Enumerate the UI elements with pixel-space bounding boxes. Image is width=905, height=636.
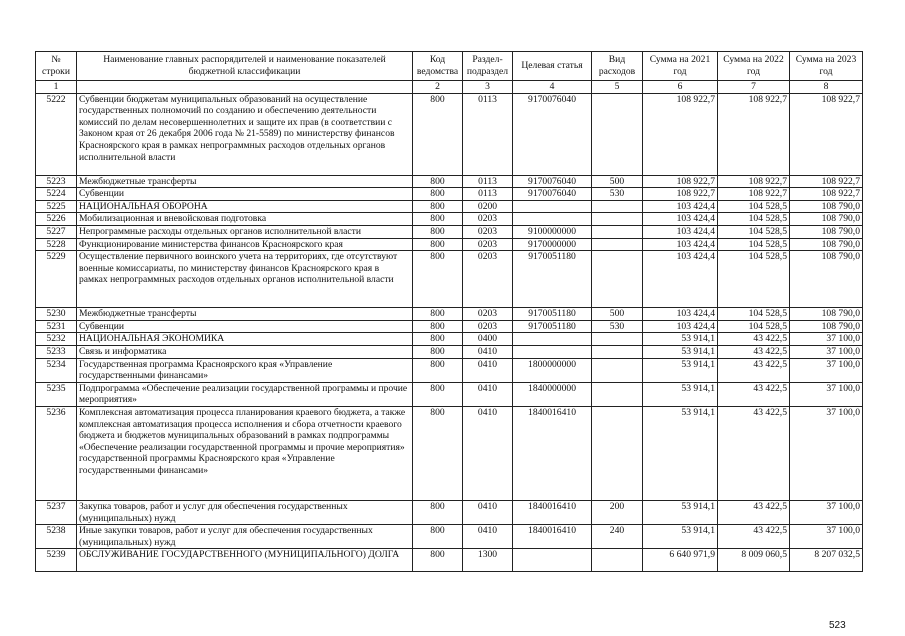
sum-2022-cell: 43 422,5: [718, 333, 790, 346]
row-number-cell: 5237: [36, 500, 77, 524]
sum-2021-cell: 108 922,7: [643, 175, 718, 188]
expense-type-cell: [592, 93, 643, 175]
budget-table: [35, 51, 863, 572]
row-name-cell: Подпрограмма «Обеспечение реализации государственной программы и прочие мероприятия»: [77, 382, 413, 406]
table-body: [36, 93, 863, 572]
sum-2023-cell: 108 790,0: [790, 225, 863, 238]
sum-2021-cell: 103 424,4: [643, 320, 718, 333]
sum-2021-cell: 103 424,4: [643, 251, 718, 308]
sum-2021-cell: 6 640 971,9: [643, 549, 718, 572]
column-number: 4: [513, 81, 592, 94]
row-number-cell: 5226: [36, 213, 77, 226]
sum-2021-cell: 103 424,4: [643, 238, 718, 251]
row-name-cell: НАЦИОНАЛЬНАЯ ОБОРОНА: [77, 200, 413, 213]
column-numbers-row: [36, 81, 863, 94]
row-number-cell: 5230: [36, 308, 77, 321]
expense-type-cell: [592, 251, 643, 308]
row-number-cell: 5227: [36, 225, 77, 238]
section-cell: 0203: [463, 308, 513, 321]
column-number: 5: [592, 81, 643, 94]
row-number-cell: 5235: [36, 382, 77, 406]
expense-type-cell: [592, 200, 643, 213]
dept-code-cell: 800: [413, 238, 463, 251]
target-article-cell: 9170051180: [513, 251, 592, 308]
dept-code-cell: 800: [413, 175, 463, 188]
row-number-cell: 5234: [36, 358, 77, 382]
sum-2022-cell: 108 922,7: [718, 175, 790, 188]
sum-2022-cell: 43 422,5: [718, 500, 790, 524]
row-name-cell: Закупка товаров, работ и услуг для обеспечения государственных (муниципальных) нужд: [77, 500, 413, 524]
sum-2022-cell: 43 422,5: [718, 345, 790, 358]
sum-2023-cell: 108 922,7: [790, 175, 863, 188]
sum-2021-cell: 53 914,1: [643, 358, 718, 382]
target-article-cell: 9170051180: [513, 320, 592, 333]
expense-type-cell: [592, 345, 643, 358]
table-row: [36, 333, 863, 346]
row-number-cell: 5233: [36, 345, 77, 358]
row-name-cell: Иные закупки товаров, работ и услуг для обеспечения государственных (муниципальных) нужд: [77, 525, 413, 549]
row-number-cell: 5238: [36, 525, 77, 549]
header-sum-2021: Сумма на 2021 год: [643, 52, 718, 81]
dept-code-cell: 800: [413, 345, 463, 358]
target-article-cell: 1800000000: [513, 358, 592, 382]
sum-2023-cell: 37 100,0: [790, 406, 863, 500]
sum-2022-cell: 104 528,5: [718, 251, 790, 308]
sum-2023-cell: 108 922,7: [790, 188, 863, 201]
sum-2023-cell: 108 790,0: [790, 200, 863, 213]
sum-2023-cell: 108 790,0: [790, 251, 863, 308]
section-cell: 0203: [463, 320, 513, 333]
sum-2021-cell: 53 914,1: [643, 345, 718, 358]
section-cell: 0203: [463, 238, 513, 251]
sum-2023-cell: 37 100,0: [790, 525, 863, 549]
header-row-number: № строки: [36, 52, 77, 81]
table-header: [36, 52, 863, 94]
target-article-cell: [513, 345, 592, 358]
dept-code-cell: 800: [413, 525, 463, 549]
expense-type-cell: [592, 406, 643, 500]
row-number-cell: 5223: [36, 175, 77, 188]
row-name-cell: Функционирование министерства финансов Красноярского края: [77, 238, 413, 251]
section-cell: 0400: [463, 333, 513, 346]
column-number: 8: [790, 81, 863, 94]
target-article-cell: [513, 200, 592, 213]
row-name-cell: Межбюджетные трансферты: [77, 175, 413, 188]
dept-code-cell: 800: [413, 213, 463, 226]
table-row: [36, 251, 863, 308]
column-number: 1: [36, 81, 77, 94]
target-article-cell: 9100000000: [513, 225, 592, 238]
section-cell: 1300: [463, 549, 513, 572]
expense-type-cell: [592, 333, 643, 346]
dept-code-cell: 800: [413, 200, 463, 213]
column-number: 3: [463, 81, 513, 94]
table-row: [36, 308, 863, 321]
row-number-cell: 5228: [36, 238, 77, 251]
target-article-cell: 9170076040: [513, 175, 592, 188]
table-row: [36, 238, 863, 251]
row-name-cell: ОБСЛУЖИВАНИЕ ГОСУДАРСТВЕННОГО (МУНИЦИПАЛЬНОГО) ДОЛГА: [77, 549, 413, 572]
sum-2021-cell: 53 914,1: [643, 500, 718, 524]
header-name: Наименование главных распорядителей и наименование показателей бюджетной классификации: [77, 52, 413, 81]
sum-2021-cell: 108 922,7: [643, 188, 718, 201]
section-cell: 0203: [463, 213, 513, 226]
dept-code-cell: 800: [413, 320, 463, 333]
expense-type-cell: 500: [592, 308, 643, 321]
sum-2023-cell: 8 207 032,5: [790, 549, 863, 572]
table-row: [36, 406, 863, 500]
column-number: 7: [718, 81, 790, 94]
target-article-cell: 9170000000: [513, 238, 592, 251]
row-name-cell: Межбюджетные трансферты: [77, 308, 413, 321]
target-article-cell: 9170076040: [513, 93, 592, 175]
sum-2023-cell: 37 100,0: [790, 333, 863, 346]
row-name-cell: Комплексная автоматизация процесса планирования краевого бюджета, а также комплексная автоматизация процесса исполнения и сбора отчетности краевого бюджета и бюджетов муниципальных образований в рамках подпрограммы «Обеспечение реализации государственной программы и прочие мероприятия» государственной программы Красноярского края «Управление государственными финансами»: [77, 406, 413, 500]
row-number-cell: 5222: [36, 93, 77, 175]
sum-2022-cell: 43 422,5: [718, 382, 790, 406]
expense-type-cell: 200: [592, 500, 643, 524]
target-article-cell: 1840000000: [513, 382, 592, 406]
section-cell: 0203: [463, 251, 513, 308]
target-article-cell: 9170051180: [513, 308, 592, 321]
sum-2022-cell: 104 528,5: [718, 225, 790, 238]
sum-2023-cell: 37 100,0: [790, 358, 863, 382]
sum-2021-cell: 53 914,1: [643, 333, 718, 346]
sum-2022-cell: 104 528,5: [718, 213, 790, 226]
expense-type-cell: 530: [592, 320, 643, 333]
header-sum-2023: Сумма на 2023 год: [790, 52, 863, 81]
sum-2021-cell: 103 424,4: [643, 308, 718, 321]
header-dept-code: Код ведомства: [413, 52, 463, 81]
row-name-cell: Связь и информатика: [77, 345, 413, 358]
section-cell: 0203: [463, 225, 513, 238]
table-row: [36, 500, 863, 524]
target-article-cell: 9170076040: [513, 188, 592, 201]
column-number: 6: [643, 81, 718, 94]
row-number-cell: 5239: [36, 549, 77, 572]
section-cell: 0113: [463, 175, 513, 188]
dept-code-cell: 800: [413, 333, 463, 346]
section-cell: 0410: [463, 382, 513, 406]
expense-type-cell: 500: [592, 175, 643, 188]
sum-2021-cell: 108 922,7: [643, 93, 718, 175]
section-cell: 0410: [463, 406, 513, 500]
sum-2021-cell: 103 424,4: [643, 225, 718, 238]
section-cell: 0200: [463, 200, 513, 213]
section-cell: 0410: [463, 345, 513, 358]
dept-code-cell: 800: [413, 93, 463, 175]
expense-type-cell: [592, 382, 643, 406]
row-name-cell: Осуществление первичного воинского учета на территориях, где отсутствуют военные комиссариаты, по министерству финансов Красноярского края в рамках непрограммных расходов отдельных органов исполнительной власти: [77, 251, 413, 308]
row-name-cell: Непрограммные расходы отдельных органов исполнительной власти: [77, 225, 413, 238]
sum-2023-cell: 108 790,0: [790, 213, 863, 226]
section-cell: 0410: [463, 358, 513, 382]
sum-2022-cell: 43 422,5: [718, 406, 790, 500]
header-target: Целевая статья: [513, 52, 592, 81]
sum-2022-cell: 104 528,5: [718, 200, 790, 213]
sum-2022-cell: 43 422,5: [718, 525, 790, 549]
expense-type-cell: [592, 358, 643, 382]
row-number-cell: 5224: [36, 188, 77, 201]
dept-code-cell: 800: [413, 382, 463, 406]
sum-2022-cell: 104 528,5: [718, 238, 790, 251]
row-name-cell: НАЦИОНАЛЬНАЯ ЭКОНОМИКА: [77, 333, 413, 346]
expense-type-cell: 530: [592, 188, 643, 201]
sum-2023-cell: 37 100,0: [790, 345, 863, 358]
sum-2021-cell: 53 914,1: [643, 406, 718, 500]
header-section: Раздел-подраздел: [463, 52, 513, 81]
expense-type-cell: 240: [592, 525, 643, 549]
table-row: [36, 93, 863, 175]
sum-2023-cell: 37 100,0: [790, 500, 863, 524]
target-article-cell: [513, 213, 592, 226]
row-number-cell: 5236: [36, 406, 77, 500]
section-cell: 0113: [463, 93, 513, 175]
table-row: [36, 188, 863, 201]
sum-2021-cell: 103 424,4: [643, 200, 718, 213]
table-row: [36, 213, 863, 226]
column-number: [77, 81, 413, 94]
dept-code-cell: 800: [413, 549, 463, 572]
sum-2023-cell: 108 790,0: [790, 308, 863, 321]
dept-code-cell: 800: [413, 500, 463, 524]
expense-type-cell: [592, 549, 643, 572]
table-row: [36, 358, 863, 382]
dept-code-cell: 800: [413, 225, 463, 238]
row-number-cell: 5225: [36, 200, 77, 213]
table-row: [36, 320, 863, 333]
sum-2023-cell: 108 790,0: [790, 320, 863, 333]
row-name-cell: Субвенции: [77, 188, 413, 201]
page-number: 523: [829, 620, 846, 631]
dept-code-cell: 800: [413, 188, 463, 201]
sum-2022-cell: 8 009 060,5: [718, 549, 790, 572]
column-number: 2: [413, 81, 463, 94]
header-expense-type: Вид расходов: [592, 52, 643, 81]
target-article-cell: 1840016410: [513, 406, 592, 500]
sum-2023-cell: 108 922,7: [790, 93, 863, 175]
sum-2021-cell: 53 914,1: [643, 382, 718, 406]
section-cell: 0410: [463, 525, 513, 549]
table-row: [36, 525, 863, 549]
table-row: [36, 200, 863, 213]
row-name-cell: Субвенции: [77, 320, 413, 333]
dept-code-cell: 800: [413, 358, 463, 382]
dept-code-cell: 800: [413, 406, 463, 500]
section-cell: 0113: [463, 188, 513, 201]
table-row: [36, 225, 863, 238]
expense-type-cell: [592, 225, 643, 238]
sum-2021-cell: 103 424,4: [643, 213, 718, 226]
sum-2023-cell: 37 100,0: [790, 382, 863, 406]
row-number-cell: 5229: [36, 251, 77, 308]
sum-2021-cell: 53 914,1: [643, 525, 718, 549]
dept-code-cell: 800: [413, 251, 463, 308]
sum-2022-cell: 104 528,5: [718, 308, 790, 321]
sum-2023-cell: 108 790,0: [790, 238, 863, 251]
sum-2022-cell: 43 422,5: [718, 358, 790, 382]
target-article-cell: [513, 549, 592, 572]
expense-type-cell: [592, 238, 643, 251]
sum-2022-cell: 108 922,7: [718, 93, 790, 175]
table-row: [36, 345, 863, 358]
sum-2022-cell: 108 922,7: [718, 188, 790, 201]
expense-type-cell: [592, 213, 643, 226]
target-article-cell: 1840016410: [513, 500, 592, 524]
dept-code-cell: 800: [413, 308, 463, 321]
row-number-cell: 5231: [36, 320, 77, 333]
row-name-cell: Государственная программа Красноярского края «Управление государственными финансами»: [77, 358, 413, 382]
row-name-cell: Мобилизационная и вневойсковая подготовка: [77, 213, 413, 226]
table-row: [36, 549, 863, 572]
row-name-cell: Субвенции бюджетам муниципальных образований на осуществление государственных полномочий по созданию и обеспечению деятельности комиссий по делам несовершеннолетних и защите их прав (в соответствии с Законом края от 26 декабря 2006 года № 21-5589) по министерству финансов Красноярского края в рамках непрограммных расходов отдельных органов исполнительной власти: [77, 93, 413, 175]
header-sum-2022: Сумма на 2022 год: [718, 52, 790, 81]
sum-2022-cell: 104 528,5: [718, 320, 790, 333]
row-number-cell: 5232: [36, 333, 77, 346]
table-row: [36, 175, 863, 188]
target-article-cell: 1840016410: [513, 525, 592, 549]
target-article-cell: [513, 333, 592, 346]
table-row: [36, 382, 863, 406]
section-cell: 0410: [463, 500, 513, 524]
